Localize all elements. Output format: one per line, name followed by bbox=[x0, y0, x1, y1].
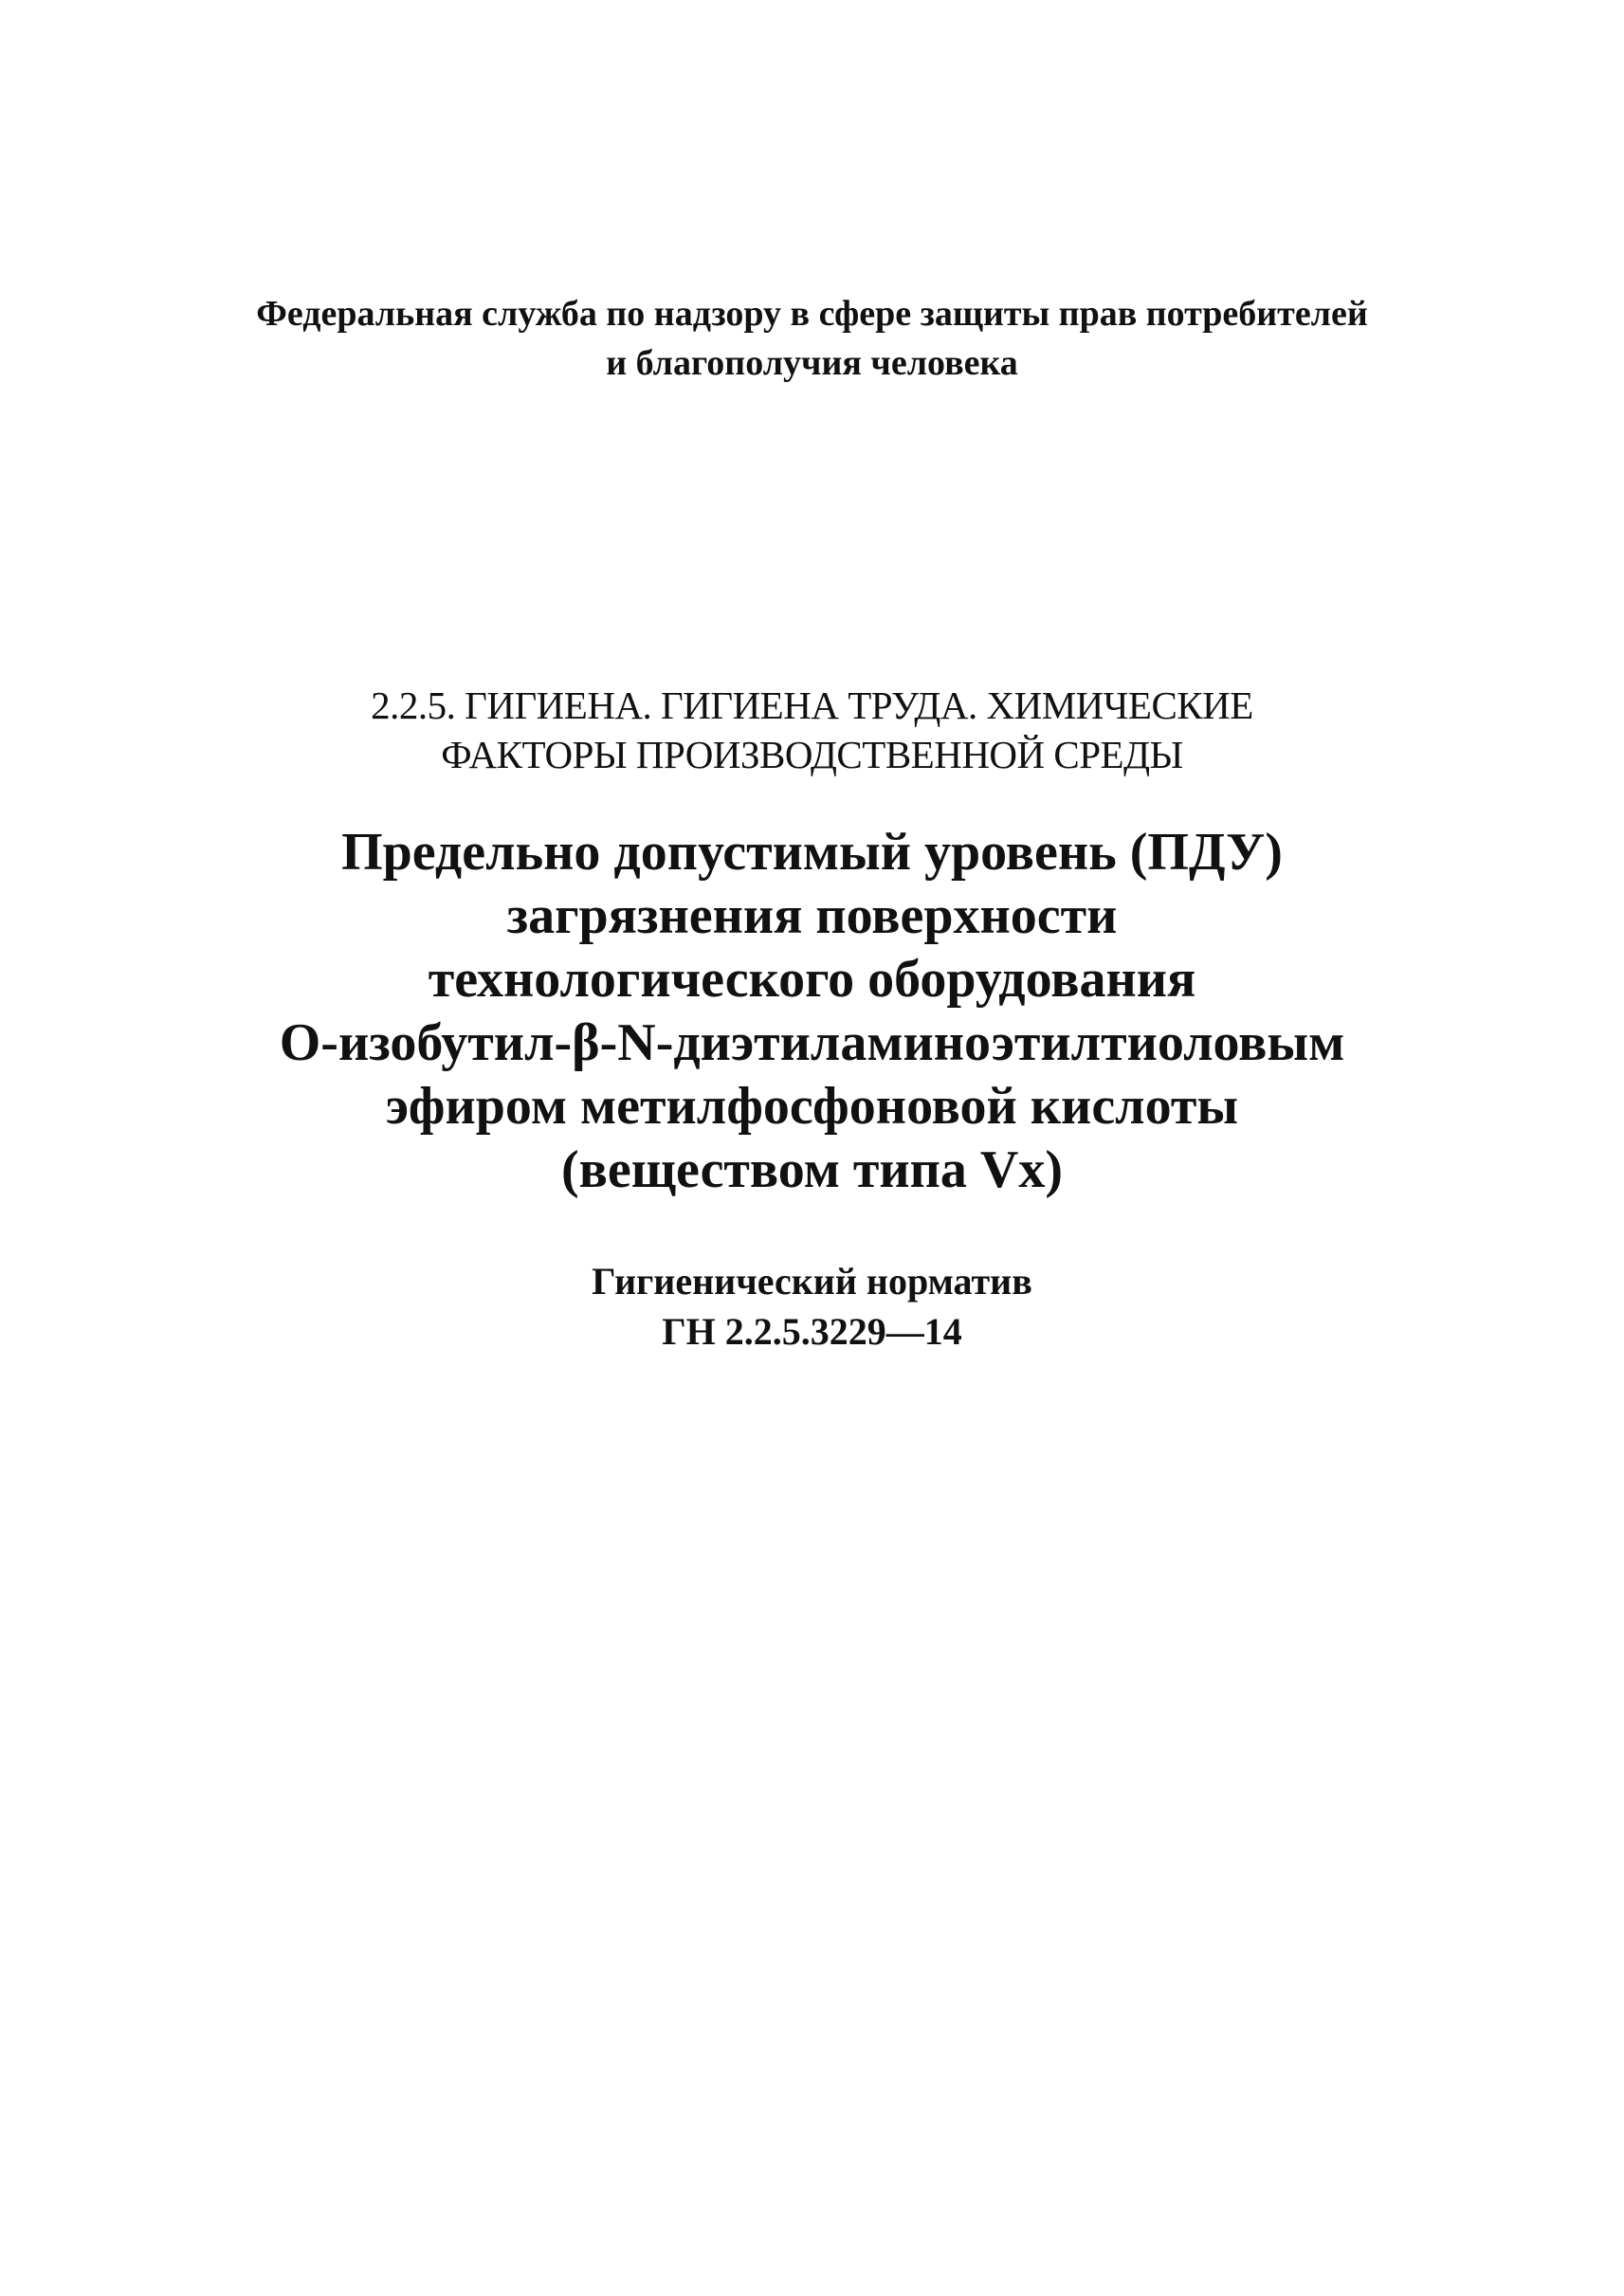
title-line-5: эфиром метилфосфоновой кислоты bbox=[385, 1077, 1239, 1136]
title-line-6: (веществом типа Vx) bbox=[561, 1140, 1063, 1199]
document-title bbox=[0, 821, 1624, 1202]
title-line-1: Предельно допустимый уровень (ПДУ) bbox=[341, 823, 1283, 882]
document-type: Гигиенический норматив bbox=[592, 1260, 1032, 1303]
section-heading bbox=[0, 681, 1624, 779]
section-line-1: 2.2.5. ГИГИЕНА. ГИГИЕНА ТРУДА. ХИМИЧЕСКИЕ bbox=[371, 683, 1253, 727]
section-line-2: ФАКТОРЫ ПРОИЗВОДСТВЕННОЙ СРЕДЫ bbox=[441, 733, 1183, 776]
document-type-block bbox=[0, 1256, 1624, 1357]
title-line-2: загрязнения поверхности bbox=[506, 886, 1118, 945]
issuing-agency bbox=[0, 289, 1624, 388]
agency-line-2: и благополучия человека bbox=[606, 343, 1018, 383]
title-line-3: технологического оборудования bbox=[428, 950, 1196, 1009]
document-code: ГН 2.2.5.3229—14 bbox=[662, 1310, 962, 1353]
title-line-4: О-изобутил-β-N-диэтиламиноэтилтиоловым bbox=[279, 1013, 1345, 1072]
agency-line-1: Федеральная служба по надзору в сфере защиты прав потребителей bbox=[256, 294, 1368, 334]
